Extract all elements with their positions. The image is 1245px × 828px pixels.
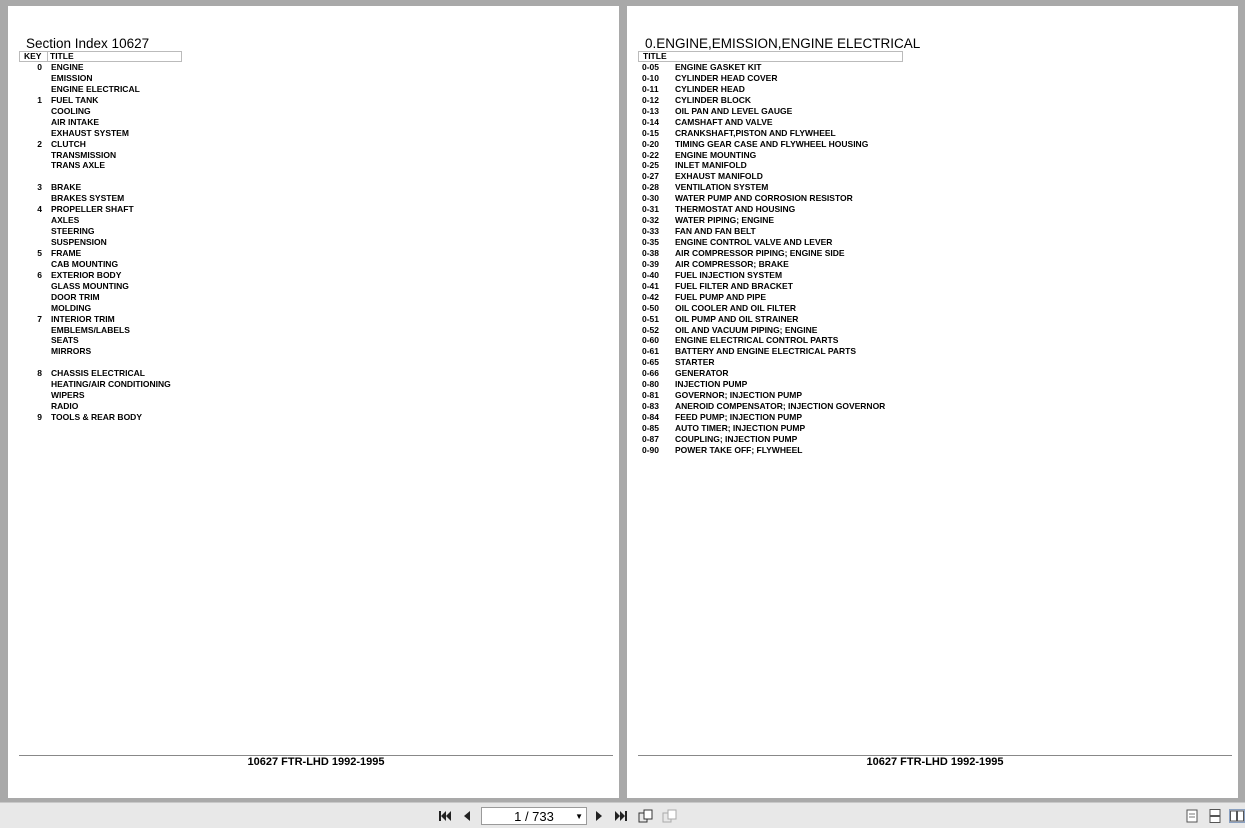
item-key: 0-30 (642, 193, 660, 204)
item-title: ENGINE ELECTRICAL (51, 83, 140, 94)
item-title: CAB MOUNTING (51, 258, 119, 269)
item-key: 0-80 (642, 379, 660, 390)
item-title: EXTERIOR BODY (51, 269, 122, 280)
item-key: 0-61 (642, 346, 660, 357)
item-key: 0-87 (642, 433, 660, 444)
item-title: MIRRORS (51, 346, 92, 357)
item-key: 0-41 (642, 280, 660, 291)
item-title: TIMING GEAR CASE AND FLYWHEEL HOUSING (675, 138, 869, 149)
item-key: 2 (37, 138, 42, 149)
item-title: EXHAUST MANIFOLD (675, 171, 763, 182)
item-title: WATER PIPING; ENGINE (675, 215, 775, 226)
item-key: 0-15 (642, 127, 660, 138)
item-title: GOVERNOR; INJECTION PUMP (675, 390, 803, 401)
next-page-icon[interactable] (591, 809, 607, 823)
item-title: EXHAUST SYSTEM (51, 127, 129, 138)
item-title: FUEL INJECTION SYSTEM (675, 269, 783, 280)
item-title: FAN AND FAN BELT (675, 226, 756, 237)
item-title: ANEROID COMPENSATOR; INJECTION GOVERNOR (675, 401, 886, 412)
page-indicator: 1 / 733 (514, 809, 554, 824)
item-title: GLASS MOUNTING (51, 280, 129, 291)
item-title: PROPELLER SHAFT (51, 204, 134, 215)
rotate-disabled-icon (662, 809, 678, 823)
title-column-header: TITLE (643, 51, 667, 61)
rotate-icon[interactable] (638, 809, 654, 823)
item-key: 6 (37, 269, 42, 280)
item-title: INJECTION PUMP (675, 379, 748, 390)
page-footer: 10627 FTR-LHD 1992-1995 (866, 756, 1004, 768)
item-title: POWER TAKE OFF; FLYWHEEL (675, 444, 803, 455)
table-header (638, 51, 903, 62)
item-key: 3 (37, 182, 42, 193)
item-key: 0-42 (642, 291, 660, 302)
page-number-input[interactable] (481, 807, 587, 825)
item-title: ENGINE MOUNTING (675, 149, 757, 160)
item-title: CAMSHAFT AND VALVE (675, 116, 773, 127)
item-title: CLUTCH (51, 138, 86, 149)
left-page (8, 6, 619, 798)
item-title: AIR COMPRESSOR; BRAKE (675, 258, 789, 269)
item-key: 0-22 (642, 149, 660, 160)
viewer-toolbar (0, 802, 1245, 828)
item-key: 0-60 (642, 335, 660, 346)
item-key: 0-39 (642, 258, 660, 269)
item-title: BRAKES SYSTEM (51, 193, 125, 204)
item-key: 4 (37, 204, 42, 215)
item-key: 0-14 (642, 116, 660, 127)
item-key: 0-13 (642, 105, 660, 116)
item-title: INTERIOR TRIM (51, 313, 115, 324)
item-key: 0-27 (642, 171, 660, 182)
item-key: 0-35 (642, 237, 660, 247)
key-column-header: KEY (24, 51, 42, 61)
item-title: AXLES (51, 215, 80, 226)
first-page-icon[interactable] (437, 809, 453, 823)
item-title: OIL PAN AND LEVEL GAUGE (675, 105, 793, 116)
item-title: ENGINE GASKET KIT (675, 62, 762, 72)
item-title: SEATS (51, 335, 79, 346)
item-title: COOLING (51, 105, 91, 116)
item-key: 0-90 (642, 444, 660, 455)
item-title: OIL AND VACUUM PIPING; ENGINE (675, 324, 818, 335)
item-title: OIL COOLER AND OIL FILTER (675, 302, 797, 313)
item-title: AIR INTAKE (51, 116, 100, 127)
item-title: FEED PUMP; INJECTION PUMP (675, 412, 803, 422)
item-title: ENGINE ELECTRICAL CONTROL PARTS (675, 335, 839, 346)
item-title: INLET MANIFOLD (675, 160, 747, 171)
chevron-down-icon[interactable]: ▼ (575, 812, 583, 821)
item-key: 0-52 (642, 324, 660, 335)
item-title: WATER PUMP AND CORROSION RESISTOR (675, 193, 853, 204)
item-title: BATTERY AND ENGINE ELECTRICAL PARTS (675, 346, 857, 357)
item-title: FRAME (51, 247, 82, 258)
item-title: CYLINDER HEAD (675, 83, 745, 94)
item-title: FUEL FILTER AND BRACKET (675, 280, 793, 291)
item-key: 7 (37, 313, 42, 324)
item-title: SUSPENSION (51, 237, 107, 247)
item-key: 0-28 (642, 182, 660, 193)
page-footer: 10627 FTR-LHD 1992-1995 (247, 756, 385, 768)
item-title: EMBLEMS/LABELS (51, 324, 130, 335)
item-key: 0-65 (642, 357, 660, 368)
table-header (19, 51, 182, 62)
right-page (627, 6, 1238, 798)
item-key: 0-51 (642, 313, 660, 324)
item-key: 0-40 (642, 269, 660, 280)
two-page-view-icon[interactable] (1229, 809, 1245, 823)
last-page-icon[interactable] (613, 809, 629, 823)
item-title: CHASSIS ELECTRICAL (51, 368, 145, 379)
item-title: EMISSION (51, 72, 93, 83)
page-title: 0.ENGINE,EMISSION,ENGINE ELECTRICAL (645, 36, 921, 51)
item-key: 0-83 (642, 401, 660, 412)
prev-page-icon[interactable] (459, 809, 475, 823)
item-key: 0-84 (642, 412, 660, 422)
item-title: CYLINDER HEAD COVER (675, 72, 778, 83)
item-key: 0-85 (642, 422, 660, 433)
item-key: 0-25 (642, 160, 660, 171)
page-title: Section Index 10627 (26, 36, 150, 51)
item-key: 8 (37, 368, 42, 379)
item-title: ENGINE (51, 62, 84, 72)
item-title: RADIO (51, 401, 79, 412)
item-title: STARTER (675, 357, 715, 368)
item-key: 0-81 (642, 390, 660, 401)
item-key: 0-10 (642, 72, 660, 83)
item-title: TRANSMISSION (51, 149, 117, 160)
title-column-header: TITLE (50, 51, 74, 61)
item-key: 0-05 (642, 62, 660, 72)
item-key: 0-50 (642, 302, 660, 313)
item-title: BRAKE (51, 182, 82, 193)
item-title: GENERATOR (675, 368, 729, 379)
item-title: CRANKSHAFT,PISTON AND FLYWHEEL (675, 127, 836, 138)
item-key: 9 (37, 412, 42, 422)
item-key: 0-20 (642, 138, 660, 149)
item-title: WIPERS (51, 390, 85, 401)
item-key: 0-32 (642, 215, 660, 226)
item-title: FUEL TANK (51, 94, 99, 105)
continuous-view-icon[interactable] (1207, 809, 1223, 823)
item-title: TRANS AXLE (51, 160, 105, 171)
item-title: CYLINDER BLOCK (675, 94, 752, 105)
item-title: STEERING (51, 226, 95, 237)
item-key: 0 (37, 62, 42, 72)
item-title: VENTILATION SYSTEM (675, 182, 769, 193)
item-title: AIR COMPRESSOR PIPING; ENGINE SIDE (675, 247, 845, 258)
item-key: 1 (37, 94, 42, 105)
item-key: 0-66 (642, 368, 660, 379)
item-key: 0-11 (642, 83, 659, 94)
item-title: TOOLS & REAR BODY (51, 412, 142, 422)
item-key: 0-12 (642, 94, 660, 105)
single-page-view-icon[interactable] (1184, 809, 1200, 823)
item-title: MOLDING (51, 302, 92, 313)
item-title: AUTO TIMER; INJECTION PUMP (675, 422, 806, 433)
item-title: HEATING/AIR CONDITIONING (51, 379, 171, 390)
item-title: OIL PUMP AND OIL STRAINER (675, 313, 799, 324)
item-title: ENGINE CONTROL VALVE AND LEVER (675, 237, 833, 247)
item-key: 0-31 (642, 204, 660, 215)
item-title: FUEL PUMP AND PIPE (675, 291, 766, 302)
item-key: 0-33 (642, 226, 660, 237)
item-key: 0-38 (642, 247, 660, 258)
item-title: COUPLING; INJECTION PUMP (675, 433, 798, 444)
item-title: DOOR TRIM (51, 291, 100, 302)
item-key: 5 (37, 247, 42, 258)
item-title: THERMOSTAT AND HOUSING (675, 204, 796, 215)
